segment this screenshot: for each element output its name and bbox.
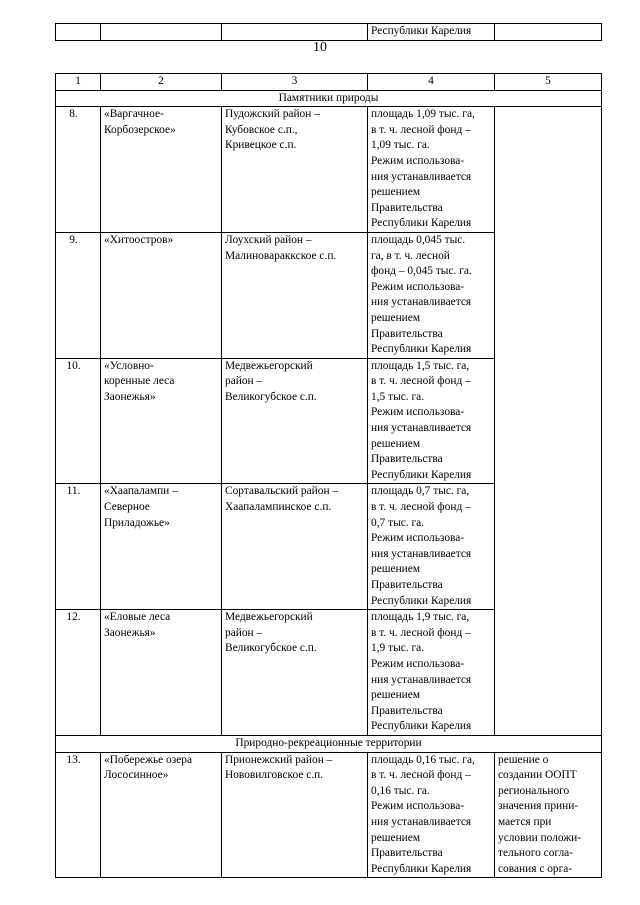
- row-number: 13.: [56, 752, 101, 878]
- fragment-cell-1: [56, 24, 101, 41]
- area-name: «Условно- коренные леса Заонежья»: [101, 358, 222, 484]
- area-description: площадь 0,045 тыс. га, в т. ч. лесной фонд – 0,045 тыс. га. Режим использова- ния устанавливается решением Правительства Республики Карелия: [368, 232, 495, 358]
- area-location: Прионежский район – Нововилговское с.п.: [222, 752, 368, 878]
- table-body: [56, 74, 602, 878]
- row-number: 12.: [56, 610, 101, 736]
- column-header-5: 5: [495, 74, 602, 91]
- area-location: Пудожский район – Кубовское с.п., Кривецкое с.п.: [222, 107, 368, 233]
- section-title-row: [56, 735, 602, 752]
- column-header-2: 2: [101, 74, 222, 91]
- area-description: площадь 1,9 тыс. га, в т. ч. лесной фонд – 1,9 тыс. га. Режим использова- ния устанавливается решением Правительства Республики Карелия: [368, 610, 495, 736]
- row-number: 9.: [56, 232, 101, 358]
- area-location: Сортавальский район – Хаапалампинское с.п.: [222, 484, 368, 610]
- area-description: площадь 1,5 тыс. га, в т. ч. лесной фонд – 1,5 тыс. га. Режим использова- ния устанавливается решением Правительства Республики Карелия: [368, 358, 495, 484]
- fragment-row: [56, 24, 602, 41]
- area-name: «Варгачное- Корбозерское»: [101, 107, 222, 233]
- fragment-cell-3: [222, 24, 368, 41]
- section-title: Природно-рекреационные территории: [56, 735, 602, 752]
- area-note: решение о создании ООПТ регионального значения прини- мается при условии положи- тельного согла- сования с орга-: [495, 752, 602, 878]
- area-name: «Еловые леса Заонежья»: [101, 610, 222, 736]
- area-note: [495, 107, 602, 736]
- page-number: 10: [313, 40, 327, 55]
- column-header-3: 3: [222, 74, 368, 91]
- fragment-cell-2: [101, 24, 222, 41]
- area-location: Медвежьегорский район – Великогубское с.п.: [222, 610, 368, 736]
- area-name: «Побережье озера Лососинное»: [101, 752, 222, 878]
- row-number: 10.: [56, 358, 101, 484]
- area-description: площадь 1,09 тыс. га, в т. ч. лесной фонд – 1,09 тыс. га. Режим использова- ния устанавливается решением Правительства Республики Карелия: [368, 107, 495, 233]
- row-number: 11.: [56, 484, 101, 610]
- section-title: Памятники природы: [56, 90, 602, 107]
- table-header-row: [56, 74, 602, 91]
- fragment-cell-5: [495, 24, 602, 41]
- table-row: [56, 107, 602, 233]
- fragment-cell-4: Республики Карелия: [368, 24, 495, 41]
- table-row: [56, 752, 602, 878]
- column-header-4: 4: [368, 74, 495, 91]
- section-title-row: [56, 90, 602, 107]
- area-location: Медвежьегорский район – Великогубское с.п.: [222, 358, 368, 484]
- area-name: «Хаапалампи – Северное Приладожье»: [101, 484, 222, 610]
- area-description: площадь 0,7 тыс. га, в т. ч. лесной фонд – 0,7 тыс. га. Режим использова- ния устанавливается решением Правительства Республики Карелия: [368, 484, 495, 610]
- row-number: 8.: [56, 107, 101, 233]
- protected-areas-table: [55, 73, 602, 878]
- previous-table-fragment: [55, 23, 602, 41]
- area-location: Лоухский район – Малиновараккское с.п.: [222, 232, 368, 358]
- area-description: площадь 0,16 тыс. га, в т. ч. лесной фонд – 0,16 тыс. га. Режим использова- ния устанавливается решением Правительства Республики Карелия: [368, 752, 495, 878]
- area-name: «Хитоостров»: [101, 232, 222, 358]
- column-header-1: 1: [56, 74, 101, 91]
